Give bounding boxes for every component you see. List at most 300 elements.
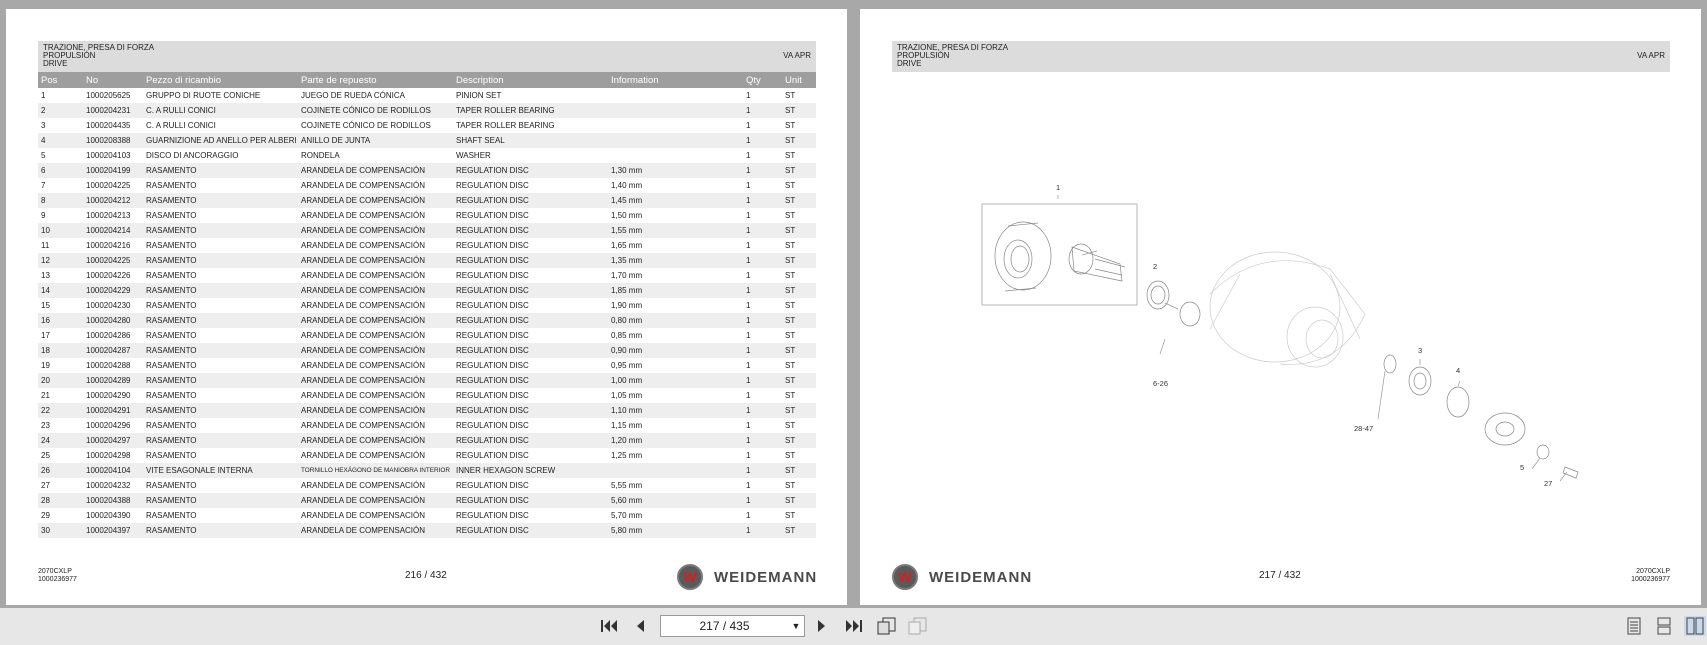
cell-no: 1000204212 [83, 193, 143, 208]
cell-it: RASAMENTO [146, 391, 197, 400]
cell-info [608, 463, 743, 478]
cell-es: ARANDELA DE COMPENSACIÓN [301, 241, 426, 250]
cell-pos: 2 [38, 103, 83, 118]
callout-6-26: 6-26 [1153, 379, 1169, 388]
cell-es: ARANDELA DE COMPENSACIÓN [301, 301, 426, 310]
cell-en: REGULATION DISC [453, 403, 608, 418]
cell-es: ARANDELA DE COMPENSACIÓN [301, 181, 426, 190]
next-page-button[interactable] [812, 616, 832, 636]
prev-page-icon [634, 618, 646, 634]
cell-pos: 3 [41, 121, 46, 130]
cell-info: 1,65 mm [611, 241, 643, 250]
cell-no: 1000204214 [83, 223, 143, 238]
first-page-icon [600, 618, 618, 634]
cell-en: REGULATION DISC [453, 283, 608, 298]
cell-no: 1000204231 [83, 103, 143, 118]
cell-info: 1,55 mm [608, 223, 743, 238]
cell-qty: 1 [743, 103, 782, 118]
cell-es: ARANDELA DE COMPENSACIÓN [298, 373, 453, 388]
cell-qty: 1 [743, 343, 782, 358]
dropdown-icon[interactable]: ▼ [791, 621, 801, 631]
cell-en: REGULATION DISC [453, 313, 608, 328]
cell-qty: 1 [746, 361, 751, 370]
cell-no: 1000204296 [86, 421, 131, 430]
table-header-row [38, 72, 816, 88]
cell-it: C. A RULLI CONICI [146, 121, 216, 130]
cell-en: REGULATION DISC [453, 433, 608, 448]
cell-es: ARANDELA DE COMPENSACIÓN [298, 163, 453, 178]
next-page-icon [816, 618, 828, 634]
cell-it: RASAMENTO [143, 343, 298, 358]
cell-no: 1000204287 [83, 343, 143, 358]
table-row [38, 373, 816, 388]
cell-it: RASAMENTO [146, 361, 197, 370]
cell-no: 1000204435 [86, 121, 131, 130]
table-row [38, 433, 816, 448]
footer-code [38, 568, 77, 584]
cell-en: TAPER ROLLER BEARING [456, 121, 555, 130]
cell-pos: 19 [41, 361, 50, 370]
cell-unit: ST [785, 451, 796, 460]
cell-no: 1000204216 [86, 241, 131, 250]
cell-pos: 29 [41, 511, 50, 520]
cell-no: 1000204103 [86, 151, 131, 160]
bearing-3 [1409, 367, 1431, 395]
cell-info: 1,50 mm [611, 211, 643, 220]
logo-text: WEIDEMANN [714, 568, 818, 586]
table-row [38, 148, 816, 163]
cell-unit: ST [785, 511, 796, 520]
last-page-icon [845, 618, 863, 634]
table-row [38, 133, 816, 148]
brand-logo [677, 564, 817, 590]
section-header [38, 41, 816, 72]
cell-qty: 1 [746, 301, 751, 310]
cell-unit: ST [785, 391, 796, 400]
last-page-button[interactable] [843, 616, 865, 636]
cell-qty: 1 [746, 271, 751, 280]
cell-no: 1000204232 [86, 481, 131, 490]
table-row [38, 103, 816, 118]
cell-es: ARANDELA DE COMPENSACIÓN [298, 253, 453, 268]
cell-it: RASAMENTO [143, 253, 298, 268]
single-page-view-button[interactable] [1624, 616, 1644, 636]
cell-it: RASAMENTO [146, 271, 197, 280]
cell-es: ARANDELA DE COMPENSACIÓN [301, 331, 426, 340]
cell-unit: ST [782, 463, 816, 478]
cell-it: RASAMENTO [143, 283, 298, 298]
cell-no: 1000204199 [83, 163, 143, 178]
cell-es: ARANDELA DE COMPENSACIÓN [301, 391, 426, 400]
page-number: 216 / 432 [405, 570, 447, 581]
cell-info: 0,80 mm [608, 313, 743, 328]
callout-2: 2 [1153, 262, 1158, 271]
cell-it: GRUPPO DI RUOTE CONICHE [146, 91, 261, 100]
table-row [38, 88, 816, 103]
header-line-en: DRIVE [897, 59, 922, 68]
cell-info: 5,80 mm [608, 523, 743, 538]
cell-qty: 1 [746, 91, 751, 100]
header-line-it: TRAZIONE, PRESA DI FORZA [43, 43, 155, 52]
cell-it: RASAMENTO [146, 181, 197, 190]
header-line-es: PROPULSIÓN [897, 51, 950, 60]
cell-es: ARANDELA DE COMPENSACIÓN [301, 511, 426, 520]
cell-info [608, 88, 743, 103]
parts-table [38, 72, 816, 538]
cell-en: REGULATION DISC [453, 343, 608, 358]
cell-it: RASAMENTO [146, 511, 197, 520]
cell-en: REGULATION DISC [453, 373, 608, 388]
prev-page-button[interactable] [630, 616, 650, 636]
cell-en: SHAFT SEAL [453, 133, 608, 148]
fit-page-icon [877, 617, 897, 635]
cell-info: 0,90 mm [608, 343, 743, 358]
col-header: Pezzo di ricambio [143, 72, 298, 88]
cell-pos: 9 [41, 211, 46, 220]
table-row [38, 478, 816, 493]
cell-unit: ST [785, 301, 796, 310]
callout-5: 5 [1520, 463, 1525, 472]
cell-it: RASAMENTO [143, 493, 298, 508]
cell-pos: 5 [41, 151, 46, 160]
cell-en: REGULATION DISC [453, 193, 608, 208]
cell-es: ARANDELA DE COMPENSACIÓN [301, 481, 426, 490]
cell-info: 1,90 mm [611, 301, 643, 310]
cell-unit: ST [785, 241, 796, 250]
cell-it: RASAMENTO [146, 451, 197, 460]
cell-qty: 1 [746, 451, 751, 460]
cell-qty: 1 [743, 463, 782, 478]
cell-es: JUEGO DE RUEDA CÓNICA [301, 91, 406, 100]
col-header: Description [453, 72, 608, 88]
cell-es: ARANDELA DE COMPENSACIÓN [298, 223, 453, 238]
logo-text: WEIDEMANN [929, 568, 1033, 586]
table-row [38, 523, 816, 538]
cell-qty: 1 [743, 193, 782, 208]
cell-es: ARANDELA DE COMPENSACIÓN [298, 493, 453, 508]
continuous-view-button[interactable] [1654, 616, 1674, 636]
cell-no: 1000204390 [86, 511, 131, 520]
cell-pos: 4 [38, 133, 83, 148]
cell-qty: 1 [746, 241, 751, 250]
cell-info: 1,40 mm [611, 181, 643, 190]
cell-info: 1,85 mm [608, 283, 743, 298]
footer-model: 2070CXLP [38, 568, 72, 575]
table-row [38, 328, 816, 343]
cell-info [608, 148, 743, 163]
first-page-button[interactable] [598, 616, 620, 636]
cell-qty: 1 [746, 391, 751, 400]
table-row [38, 253, 816, 268]
bearing-2 [1147, 281, 1169, 309]
cell-it: RASAMENTO [146, 301, 197, 310]
cell-it: VITE ESAGONALE INTERNA [143, 463, 298, 478]
cell-info [608, 133, 743, 148]
cell-en: REGULATION DISC [453, 523, 608, 538]
cell-no: 1000204280 [83, 313, 143, 328]
cell-en: PINION SET [456, 91, 502, 100]
cell-it: C. A RULLI CONICI [143, 103, 298, 118]
cell-pos: 23 [41, 421, 50, 430]
footer-number: 1000236977 [1631, 576, 1670, 583]
cell-pos: 15 [41, 301, 50, 310]
cell-pos: 14 [38, 283, 83, 298]
cell-es: ARANDELA DE COMPENSACIÓN [298, 283, 453, 298]
cell-pos: 16 [38, 313, 83, 328]
col-header: Information [608, 72, 743, 88]
exploded-parts-drawing [860, 9, 1701, 605]
cell-info: 1,05 mm [611, 391, 643, 400]
cell-unit: ST [785, 151, 796, 160]
cell-unit: ST [782, 223, 816, 238]
cell-en: INNER HEXAGON SCREW [453, 463, 608, 478]
table-row [38, 343, 816, 358]
logo-mark-icon: W [677, 564, 703, 590]
cell-info: 1,45 mm [608, 193, 743, 208]
cell-it: RASAMENTO [143, 373, 298, 388]
cell-es: ARANDELA DE COMPENSACIÓN [298, 403, 453, 418]
cell-qty: 1 [743, 313, 782, 328]
cell-qty: 1 [743, 433, 782, 448]
cell-es: ARANDELA DE COMPENSACIÓN [298, 343, 453, 358]
header-code: VA APR [1637, 51, 1665, 60]
cell-no: 1000204225 [86, 181, 131, 190]
cell-it: DISCO DI ANCORAGGIO [146, 151, 239, 160]
cell-pos: 12 [38, 253, 83, 268]
cell-qty: 1 [743, 253, 782, 268]
table-row [38, 208, 816, 223]
cell-es: ARANDELA DE COMPENSACIÓN [301, 451, 426, 460]
page-input[interactable]: 217 / 435 [699, 619, 750, 633]
cell-no: 1000204298 [86, 451, 131, 460]
cell-no: 1000204297 [83, 433, 143, 448]
cell-unit: ST [782, 283, 816, 298]
cell-pos: 22 [38, 403, 83, 418]
cell-qty: 1 [743, 493, 782, 508]
col-header: Unit [782, 72, 816, 88]
cell-it: RASAMENTO [146, 241, 197, 250]
cell-unit: ST [785, 91, 796, 100]
cell-pos: 10 [38, 223, 83, 238]
cell-pos: 24 [38, 433, 83, 448]
cell-it: RASAMENTO [143, 403, 298, 418]
cell-info: 5,60 mm [608, 493, 743, 508]
table-row [38, 388, 816, 403]
cell-pos: 25 [41, 451, 50, 460]
cell-no: 1000204290 [86, 391, 131, 400]
cell-es: ARANDELA DE COMPENSACIÓN [301, 211, 426, 220]
table-row [38, 493, 816, 508]
cell-it: RASAMENTO [143, 433, 298, 448]
cell-unit: ST [782, 103, 816, 118]
cell-unit: ST [785, 121, 796, 130]
cell-info: 1,25 mm [611, 451, 643, 460]
cell-info: 0,85 mm [611, 331, 643, 340]
cell-es: ARANDELA DE COMPENSACIÓN [298, 523, 453, 538]
cell-unit: ST [782, 193, 816, 208]
cell-info [608, 118, 743, 133]
cell-no: 1000204397 [83, 523, 143, 538]
cell-en: TAPER ROLLER BEARING [453, 103, 608, 118]
cell-it: RASAMENTO [143, 223, 298, 238]
cell-unit: ST [782, 343, 816, 358]
fit-width-icon [908, 617, 928, 635]
housing [1210, 252, 1365, 367]
cell-qty: 1 [743, 133, 782, 148]
cell-qty: 1 [743, 373, 782, 388]
header-line-es: PROPULSIÓN [43, 51, 96, 60]
cell-info: 5,55 mm [611, 481, 643, 490]
continuous-icon [1656, 617, 1672, 635]
cell-es: ARANDELA DE COMPENSACIÓN [298, 313, 453, 328]
cell-no: 1000204288 [86, 361, 131, 370]
logo-mark-icon: W [892, 564, 918, 590]
fit-page-button[interactable] [876, 616, 898, 636]
callout-28-47: 28-47 [1354, 424, 1374, 433]
cell-unit: ST [782, 493, 816, 508]
cell-pos: 28 [38, 493, 83, 508]
cell-es: ARANDELA DE COMPENSACIÓN [298, 433, 453, 448]
cell-en: REGULATION DISC [456, 211, 529, 220]
cell-pos: 21 [41, 391, 50, 400]
cell-info: 0,95 mm [611, 361, 643, 370]
cell-qty: 1 [746, 421, 751, 430]
flange [1485, 413, 1525, 445]
two-page-view-button[interactable] [1684, 616, 1706, 636]
footer-number: 1000236977 [38, 576, 77, 583]
cell-en: REGULATION DISC [456, 451, 529, 460]
cell-it: RASAMENTO [146, 421, 197, 430]
fit-width-button[interactable] [907, 616, 929, 636]
cell-qty: 1 [743, 403, 782, 418]
cell-qty: 1 [743, 223, 782, 238]
cell-es: ARANDELA DE COMPENSACIÓN [301, 361, 426, 370]
col-header: Qty [743, 72, 782, 88]
cell-it: RASAMENTO [146, 481, 197, 490]
table-row [38, 403, 816, 418]
cell-qty: 1 [746, 331, 751, 340]
cell-unit: ST [782, 373, 816, 388]
screw-27 [1563, 467, 1578, 478]
cell-es: ARANDELA DE COMPENSACIÓN [301, 421, 426, 430]
cell-unit: ST [785, 421, 796, 430]
callout-4: 4 [1456, 366, 1461, 375]
cell-es: RONDELA [301, 151, 340, 160]
table-row [38, 313, 816, 328]
cell-qty: 1 [746, 121, 751, 130]
cell-en: REGULATION DISC [456, 301, 529, 310]
callout-3: 3 [1418, 346, 1423, 355]
pinion-shaft [1069, 244, 1125, 281]
table-row [38, 163, 816, 178]
cell-it: RASAMENTO [143, 193, 298, 208]
cell-en: REGULATION DISC [456, 361, 529, 370]
cell-pos: 30 [38, 523, 83, 538]
table-row [38, 358, 816, 373]
cell-pos: 20 [38, 373, 83, 388]
cell-no: 1000204225 [83, 253, 143, 268]
cell-unit: ST [785, 481, 796, 490]
header-line-it: TRAZIONE, PRESA DI FORZA [897, 43, 1009, 52]
table-row [38, 283, 816, 298]
cell-info: 1,35 mm [608, 253, 743, 268]
cell-en: REGULATION DISC [456, 271, 529, 280]
cell-es: COJINETE CÓNICO DE RODILLOS [301, 121, 431, 130]
cell-en: REGULATION DISC [453, 223, 608, 238]
cell-qty: 1 [746, 511, 751, 520]
table-row [38, 298, 816, 313]
cell-pos: 7 [41, 181, 46, 190]
col-header: Pos [38, 72, 83, 88]
cell-unit: ST [785, 211, 796, 220]
cell-info: 1,70 mm [611, 271, 643, 280]
cell-en: REGULATION DISC [456, 391, 529, 400]
cell-en: REGULATION DISC [456, 511, 529, 520]
shim-28-47 [1384, 355, 1396, 373]
cell-unit: ST [782, 523, 816, 538]
cell-no: 1000204226 [86, 271, 131, 280]
cell-unit: ST [782, 313, 816, 328]
cell-it: GUARNIZIONE AD ANELLO PER ALBERI [143, 133, 298, 148]
cell-unit: ST [782, 253, 816, 268]
footer-code [1631, 568, 1670, 584]
table-row [38, 178, 816, 193]
cell-pos: 18 [38, 343, 83, 358]
cell-no: 1000204388 [83, 493, 143, 508]
cell-it: RASAMENTO [143, 523, 298, 538]
table-row [38, 238, 816, 253]
cell-info: 1,15 mm [611, 421, 643, 430]
cell-it: RASAMENTO [146, 331, 197, 340]
cell-unit: ST [785, 271, 796, 280]
cell-it: RASAMENTO [143, 313, 298, 328]
page-selector[interactable] [660, 615, 805, 637]
cell-it: RASAMENTO [146, 211, 197, 220]
table-row [38, 268, 816, 283]
cell-no: 1000204104 [83, 463, 143, 478]
cell-es: TORNILLO HEXÁGONO DE MANIOBRA INTERIOR [298, 463, 453, 478]
shim-6-26 [1180, 302, 1200, 326]
cell-no: 1000204291 [83, 403, 143, 418]
cell-no: 1000204286 [86, 331, 131, 340]
cell-pos: 1 [41, 91, 46, 100]
ring-gear [995, 222, 1051, 291]
two-page-icon [1686, 617, 1704, 635]
cell-unit: ST [782, 403, 816, 418]
cell-pos: 26 [38, 463, 83, 478]
washer-5 [1537, 445, 1549, 459]
left-page [6, 9, 847, 605]
table-row [38, 508, 816, 523]
cell-no: 1000204229 [83, 283, 143, 298]
table-row [38, 118, 816, 133]
cell-no: 1000204289 [83, 373, 143, 388]
cell-info: 1,20 mm [608, 433, 743, 448]
cell-es: COJINETE CÓNICO DE RODILLOS [298, 103, 453, 118]
cell-info: 1,10 mm [608, 403, 743, 418]
callout-27: 27 [1544, 479, 1553, 488]
shaft-seal-4 [1447, 387, 1469, 417]
cell-en: REGULATION DISC [456, 241, 529, 250]
table-row [38, 193, 816, 208]
col-header: Parte de repuesto [298, 72, 453, 88]
pinion-set-box [982, 204, 1137, 305]
cell-en: WASHER [456, 151, 491, 160]
viewer-toolbar [0, 608, 1707, 645]
cell-info: 1,30 mm [608, 163, 743, 178]
cell-qty: 1 [746, 211, 751, 220]
cell-qty: 1 [743, 283, 782, 298]
